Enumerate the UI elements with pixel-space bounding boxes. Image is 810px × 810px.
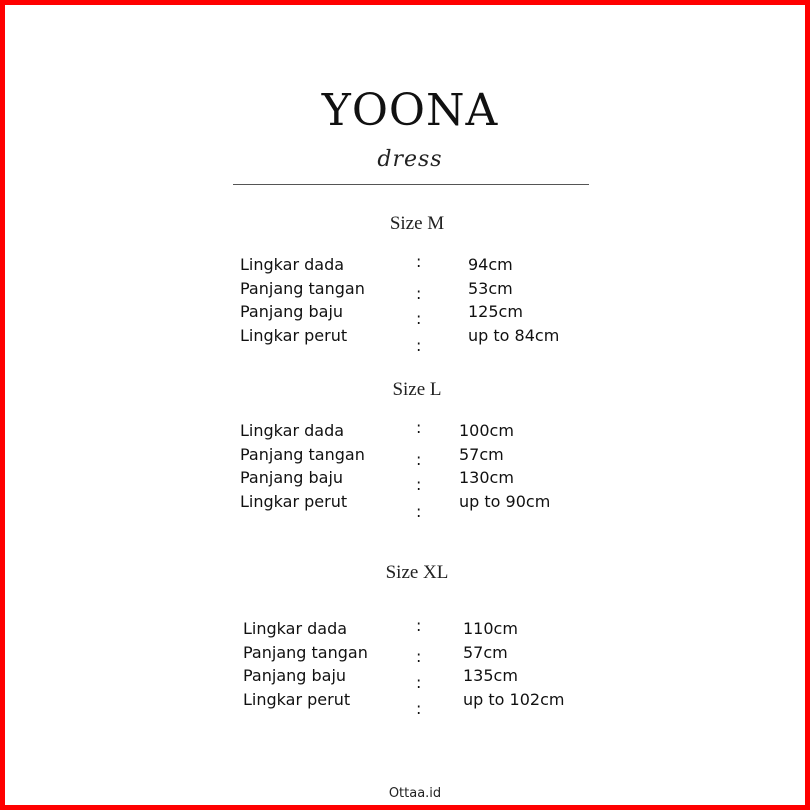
separator-colon: : [416, 252, 422, 271]
size-xl-heading: Size XL [385, 562, 449, 583]
measure-value: 53cm [468, 279, 513, 298]
measure-value: 110cm [463, 619, 518, 638]
brand-footer: Ottaa.id [388, 786, 442, 801]
separator-colon: : [416, 475, 422, 494]
product-name: YOONA [321, 85, 499, 136]
measure-value: 94cm [468, 255, 513, 274]
measure-value: 130cm [459, 468, 514, 487]
product-type: dress [377, 147, 443, 172]
measure-label: Panjang tangan [240, 279, 365, 298]
measure-label: Panjang tangan [243, 643, 368, 662]
measure-label: Panjang baju [240, 302, 344, 321]
separator-colon: : [416, 284, 422, 303]
separator-colon: : [416, 616, 422, 635]
separator-colon: : [416, 502, 422, 521]
separator-colon: : [416, 309, 422, 328]
measure-value: up to 102cm [463, 690, 565, 709]
measure-value: up to 90cm [459, 492, 551, 511]
separator-colon: : [416, 673, 422, 692]
measure-label: Panjang baju [243, 666, 347, 685]
measure-label: Lingkar dada [243, 619, 348, 638]
measure-label: Lingkar dada [240, 255, 345, 274]
measure-label: Lingkar perut [240, 492, 348, 511]
separator-colon: : [416, 699, 422, 718]
size-l-heading: Size L [392, 379, 442, 400]
measure-value: 135cm [463, 666, 518, 685]
separator-colon: : [416, 450, 422, 469]
size-m-heading: Size M [389, 213, 445, 234]
separator-colon: : [416, 418, 422, 437]
measure-value: 57cm [459, 445, 504, 464]
measure-label: Lingkar perut [240, 326, 348, 345]
measure-label: Panjang tangan [240, 445, 365, 464]
title-divider [233, 184, 589, 185]
measure-value: up to 84cm [468, 326, 560, 345]
measure-label: Panjang baju [240, 468, 344, 487]
measure-value: 125cm [468, 302, 523, 321]
measure-value: 57cm [463, 643, 508, 662]
measure-value: 100cm [459, 421, 514, 440]
separator-colon: : [416, 336, 422, 355]
measure-label: Lingkar dada [240, 421, 345, 440]
measure-label: Lingkar perut [243, 690, 351, 709]
separator-colon: : [416, 647, 422, 666]
